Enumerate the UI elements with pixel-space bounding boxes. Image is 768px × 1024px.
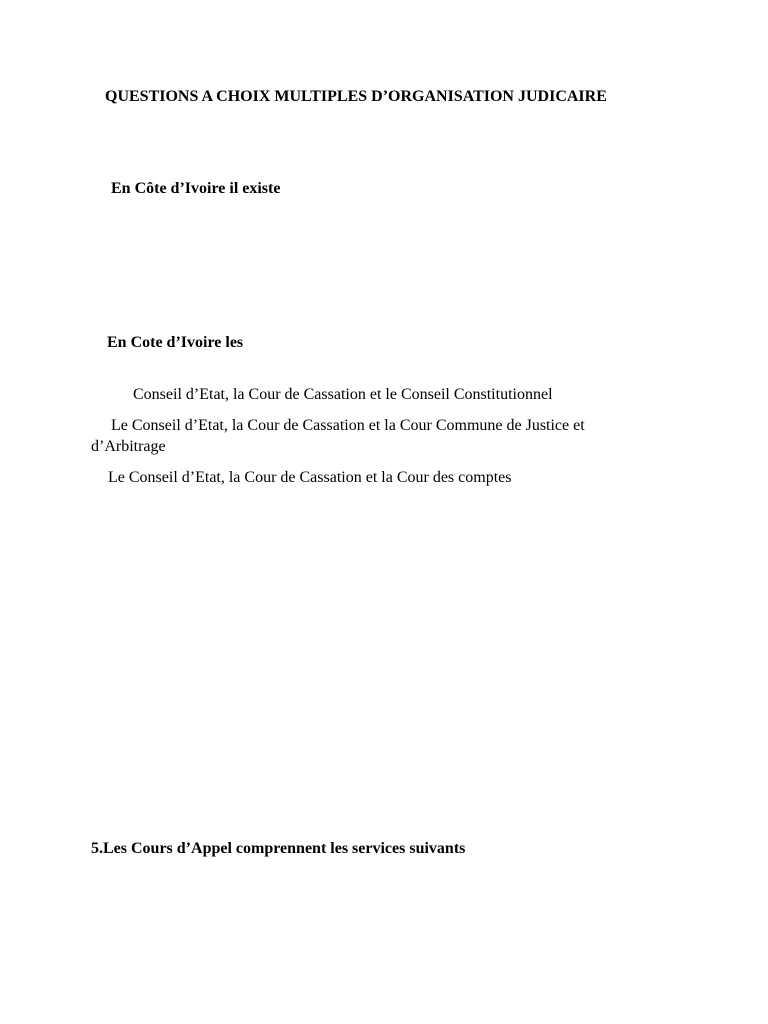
- answer-option: Le Conseil d’Etat, la Cour de Cassation et la Cour Commune de Justice et: [111, 417, 585, 434]
- question-heading: 5.Les Cours d’Appel comprennent les services suivants: [91, 840, 466, 857]
- question-heading: En Côte d’Ivoire il existe: [111, 180, 281, 197]
- answer-option: Le Conseil d’Etat, la Cour de Cassation et la Cour des comptes: [108, 469, 512, 486]
- answer-option: Conseil d’Etat, la Cour de Cassation et le Conseil Constitutionnel: [133, 386, 553, 403]
- answer-option-continuation: d’Arbitrage: [91, 438, 166, 455]
- question-heading: En Cote d’Ivoire les: [107, 334, 244, 351]
- page-title: QUESTIONS A CHOIX MULTIPLES D’ORGANISATION JUDICAIRE: [105, 88, 607, 105]
